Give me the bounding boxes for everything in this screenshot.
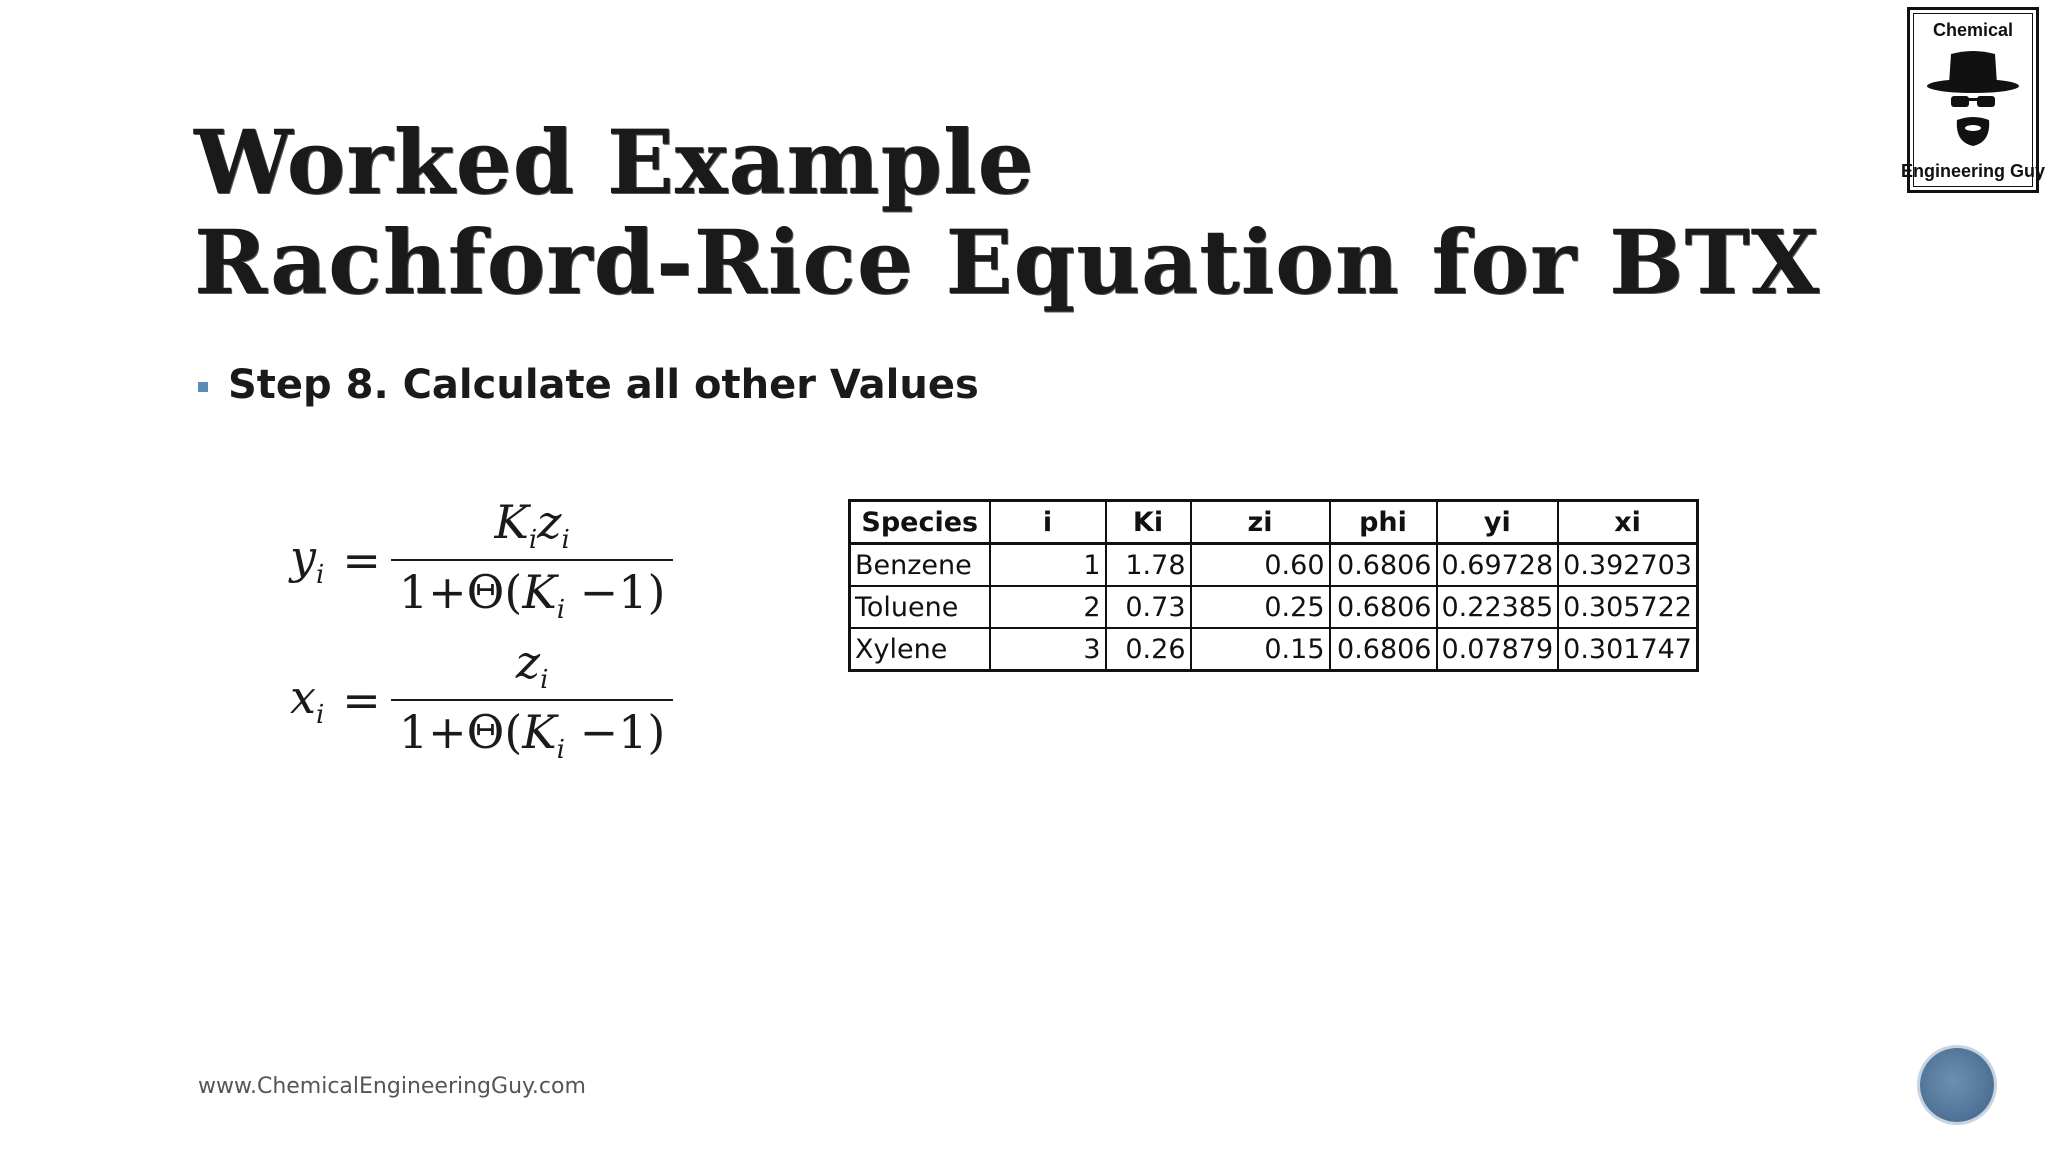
bullet-square-icon	[198, 382, 208, 392]
cell-i: 2	[990, 586, 1106, 628]
cell-ki: 1.78	[1106, 544, 1191, 587]
cell-zi: 0.15	[1191, 628, 1330, 671]
equation-y-lhs: $y_i$	[290, 530, 325, 591]
cell-yi: 0.07879	[1437, 628, 1559, 671]
header-yi: yi	[1437, 501, 1559, 544]
cell-xi: 0.301747	[1558, 628, 1697, 671]
table-row	[850, 628, 1698, 671]
cell-species: Toluene	[850, 586, 990, 628]
equation-x-lhs: $x_i$	[290, 670, 325, 731]
header-i: i	[990, 501, 1106, 544]
cell-i: 1	[990, 544, 1106, 587]
bullet-point	[198, 362, 979, 408]
logo-top-text: Chemical	[1932, 20, 2014, 40]
circle-nav-icon[interactable]	[1920, 1048, 1994, 1122]
table-row	[850, 586, 1698, 628]
equation-x-numerator: $z_i$	[515, 635, 549, 696]
equation-y-fraction	[391, 495, 674, 625]
cell-ki: 0.73	[1106, 586, 1191, 628]
equals-sign: =	[342, 533, 381, 588]
cell-species: Xylene	[850, 628, 990, 671]
cell-phi: 0.6806	[1330, 586, 1437, 628]
table-row	[850, 544, 1698, 587]
cell-phi: 0.6806	[1330, 544, 1437, 587]
cell-zi: 0.60	[1191, 544, 1330, 587]
header-ki: Ki	[1106, 501, 1191, 544]
title-line-1: Worked Example	[194, 110, 1035, 214]
equation-y-denominator: $1+\Theta(K_i -1)$	[391, 559, 674, 625]
cell-yi: 0.22385	[1437, 586, 1559, 628]
heisenberg-hat-icon	[1923, 46, 2023, 156]
cell-phi: 0.6806	[1330, 628, 1437, 671]
header-phi: phi	[1330, 501, 1437, 544]
cell-zi: 0.25	[1191, 586, 1330, 628]
logo-bottom-text: Engineering Guy	[1900, 161, 2046, 181]
header-species: Species	[850, 501, 990, 544]
cell-xi: 0.392703	[1558, 544, 1697, 587]
footer-url[interactable]: www.ChemicalEngineeringGuy.com	[198, 1074, 586, 1099]
header-xi: xi	[1558, 501, 1697, 544]
cell-ki: 0.26	[1106, 628, 1191, 671]
cell-yi: 0.69728	[1437, 544, 1559, 587]
cell-i: 3	[990, 628, 1106, 671]
equation-x-fraction	[391, 635, 674, 765]
equation-x-denominator: $1+\Theta(K_i -1)$	[391, 699, 674, 765]
table-header-row	[850, 501, 1698, 544]
results-table	[848, 499, 1699, 672]
bullet-text: Step 8. Calculate all other Values	[228, 362, 979, 408]
equation-x	[290, 635, 673, 765]
equals-sign: =	[342, 673, 381, 728]
equation-y	[290, 495, 673, 625]
cell-species: Benzene	[850, 544, 990, 587]
cell-xi: 0.305722	[1558, 586, 1697, 628]
header-zi: zi	[1191, 501, 1330, 544]
title-line-2: Rachford-Rice Equation for BTX	[194, 210, 1821, 314]
equation-y-numerator: $K_iz_i$	[494, 495, 570, 556]
slide-title	[194, 112, 1820, 312]
chemical-engineering-guy-logo	[1900, 7, 2046, 193]
